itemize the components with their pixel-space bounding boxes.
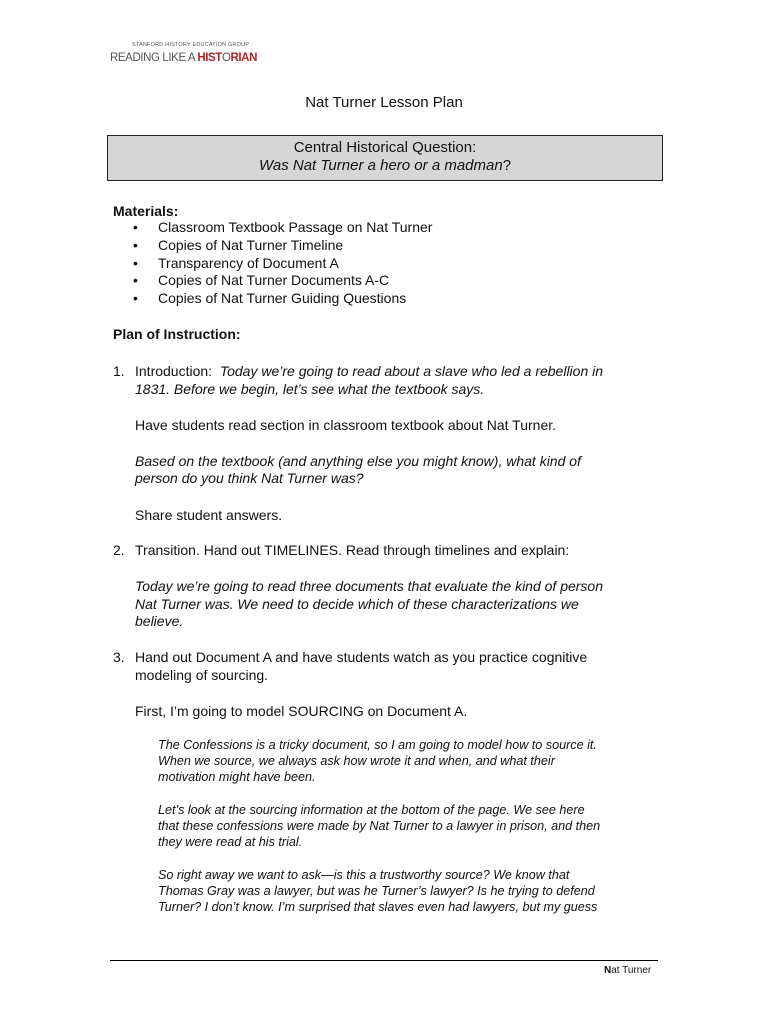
model-line: they were read at his trial. [158,835,303,849]
step1-lead: Introduction: [135,363,213,379]
step2-italic-3: believe. [135,613,184,629]
central-question-italic: Was Nat Turner a hero or a madman [258,157,503,174]
model-paragraph-3 [158,867,658,915]
model-line: So right away we want to ask—is this a trustworthy source? We know that [158,868,570,882]
footer-label [604,965,651,976]
footer-rest: at Turner [611,965,652,976]
material-item: Copies of Nat Turner Guiding Questions [158,290,407,307]
logo-word-a: READING LIKE A [110,52,198,64]
footer-initial: N [604,965,612,976]
step1-number: 1. [113,363,125,379]
step1-italic-2: 1831. Before we begin, let’s see what the textbook says. [135,381,485,397]
step1-share: Share student answers. [135,507,283,523]
step3-line1: Hand out Document A and have students watch as you practice cognitive [135,649,588,665]
central-question-box [107,135,663,181]
step3-number: 3. [113,649,125,665]
list-item: • Classroom Textbook Passage on Nat Turner [133,219,433,235]
material-item: Classroom Textbook Passage on Nat Turner [158,219,433,235]
model-line: Turner? I don’t know. I’m surprised that slaves even had lawyers, but my guess [158,900,598,914]
materials-list [113,219,432,308]
step1-question-2: person do you think Nat Turner was? [135,470,364,486]
shego-logo [110,42,257,66]
central-question-text [108,157,662,174]
logo-word-b: HIST [197,52,222,64]
step3-first: First, I’m going to model SOURCING on Document A. [135,703,468,719]
model-paragraph-2 [158,802,658,850]
step3-line2: modeling of sourcing. [135,667,269,683]
step2-number: 2. [113,542,125,558]
list-item: • Transparency of Document A [133,254,339,271]
logo-wordmark [110,52,257,64]
model-line: Thomas Gray was a lawyer, but was he Turner’s lawyer? Is he trying to defend [158,884,595,898]
footer-rule [110,960,658,961]
model-line: that these confessions were made by Nat Turner to a lawyer in prison, and then [158,819,601,833]
model-line: Let’s look at the sourcing information at the bottom of the page. We see here [158,803,585,817]
material-item: Copies of Nat Turner Documents A-C [158,272,390,289]
step1-line1 [135,362,603,380]
list-item: • Copies of Nat Turner Timeline [133,236,344,253]
material-item: Copies of Nat Turner Timeline [158,236,344,253]
list-item: • Copies of Nat Turner Documents A-C [133,272,390,289]
step1-read: Have students read section in classroom textbook about Nat Turner. [135,417,557,433]
logo-word-c: O [221,52,231,64]
plan-heading: Plan of Instruction: [113,326,241,342]
step2-italic-2: Nat Turner was. We need to decide which of these characterizations we [135,596,579,612]
page-title: Nat Turner Lesson Plan [305,94,463,111]
logo-word-d: RIAN [230,52,257,64]
step2-text: Transition. Hand out TIMELINES. Read through timelines and explain: [135,542,570,558]
model-line: motivation might have been. [158,770,316,784]
list-item: • Copies of Nat Turner Guiding Questions [133,290,407,307]
step1-question-1: Based on the textbook (and anything else you might know), what kind of [135,453,581,469]
model-line: The Confessions is a tricky document, so I am going to model how to source it. [158,738,597,752]
material-item: Transparency of Document A [158,254,339,271]
materials-heading: Materials: [113,203,179,219]
step1-italic-1: Today we’re going to read about a slave who led a rebellion in [219,363,604,379]
central-question-mark: ? [502,157,512,174]
model-paragraph-1 [158,737,658,785]
step2-italic-1: Today we’re going to read three documents that evaluate the kind of person [135,578,604,594]
model-line: When we source, we always ask how wrote it and when, and what their [158,754,555,768]
logo-org-name: STANFORD HISTORY EDUCATION GROUP [132,42,250,48]
central-question-label: Central Historical Question: [293,139,477,156]
